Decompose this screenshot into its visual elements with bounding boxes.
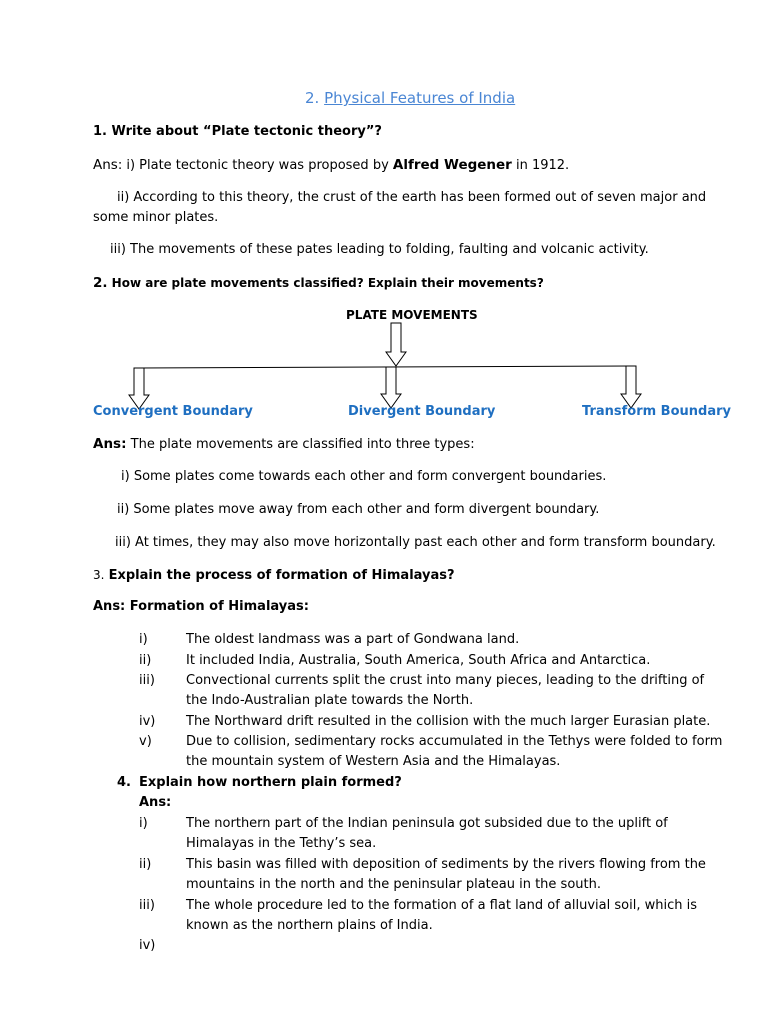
list-number: iv) [139,714,156,729]
answer-4-label: Ans: [139,795,172,810]
list-number: iv) [139,938,156,953]
list-item: The Northward drift resulted in the collision with the much larger Eurasian plate. [186,714,711,729]
answer-2-point-3: iii) At times, they may also move horizontally past each other and form transform boundary. [115,535,716,550]
question-4-text: Explain how northern plain formed? [139,775,402,790]
plate-movements-diagram [0,0,768,430]
convergent-boundary-label: Convergent Boundary [93,404,253,419]
question-3-number: 3. [93,568,105,582]
title-text: Physical Features of India [324,89,516,107]
ans-label: Ans [93,157,118,173]
answer-1-line-3: iii) The movements of these pates leading to folding, faulting and volcanic activity. [110,242,649,257]
connector-line [139,366,631,368]
list-number: iii) [139,673,155,688]
divergent-boundary-label: Divergent Boundary [348,404,496,419]
answer-1-line-2b: some minor plates. [93,210,219,225]
answer-2-point-1: i) Some plates come towards each other and form convergent boundaries. [121,469,607,484]
list-number: iii) [139,898,155,913]
question-2-number: 2. [93,275,108,291]
down-arrow-icon [386,323,406,366]
list-number: i) [139,632,148,647]
list-number: ii) [139,653,152,668]
answer-2-intro [93,434,475,455]
diagram-root-label: PLATE MOVEMENTS [346,308,478,322]
list-item: It included India, Australia, South America, South Africa and Antarctica. [186,653,651,668]
list-item: This basin was filled with deposition of sediments by the rivers flowing from the mountains in the north and the peninsular plateau in the south. [186,857,706,892]
answer-2-point-2: ii) Some plates move away from each other and form divergent boundary. [117,502,600,517]
list-item: The whole procedure led to the formation of a flat land of alluvial soil, which is known as the northern plains of India. [186,898,697,933]
question-4-number: 4. [117,775,131,790]
list-item: Convectional currents split the crust into many pieces, leading to the drifting of the Indo-Australian plate towards the North. [186,673,705,708]
ans-label: Ans: [93,436,127,452]
list-item: The oldest landmass was a part of Gondwana land. [186,632,520,647]
answer-1-text: : i) Plate tectonic theory was proposed by [117,158,393,173]
list-number: i) [139,816,148,831]
answer-1-suffix: in 1912. [511,158,570,173]
question-2-text: How are plate movements classified? Explain their movements? [111,276,544,290]
question-1: 1. Write about “Plate tectonic theory”? [93,124,382,139]
transform-boundary-label: Transform Boundary [582,404,731,419]
list-number: ii) [139,857,152,872]
question-3 [93,565,455,586]
title-number: 2. [305,89,320,107]
list-item: The northern part of the Indian peninsula got subsided due to the uplift of Himalayas in the Tethy’s sea. [186,816,668,851]
list-number: v) [139,734,152,749]
answer-2-text: The plate movements are classified into three types: [126,437,475,452]
question-3-text: Explain the process of formation of Himalayas? [108,568,455,583]
alfred-wegener: Alfred Wegener [392,157,512,173]
list-item: Due to collision, sedimentary rocks accumulated in the Tethys were folded to form the mountain system of Western Asia and the Himalayas. [186,734,723,769]
answer-3-heading: Ans: Formation of Himalayas: [93,599,309,614]
answer-1-line-2: ii) According to this theory, the crust of the earth has been formed out of seven major and [117,190,707,205]
